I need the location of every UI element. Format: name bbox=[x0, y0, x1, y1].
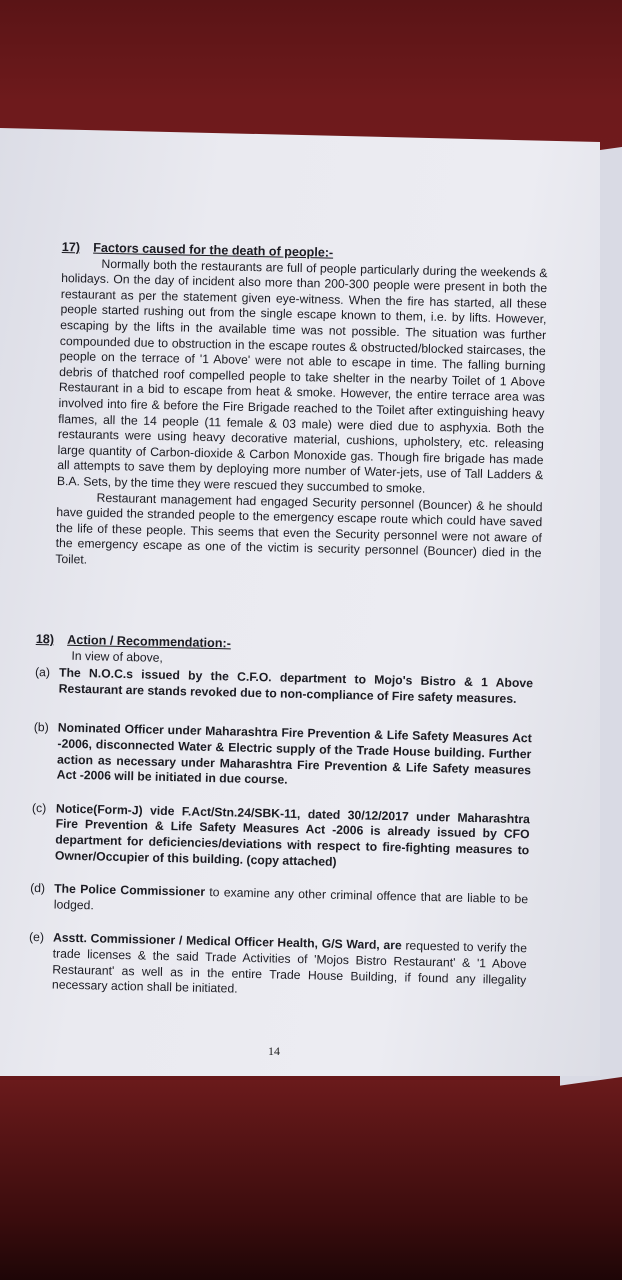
section-17-number: 17) bbox=[61, 240, 81, 255]
item-bold-text: The N.O.C.s issued by the C.F.O. department to Mojo's Bistro & 1 Above Restaurant are stands revoked due to non-compliance of Fire safety measures. bbox=[58, 665, 534, 706]
section-18-heading: Action / Recommendation:- bbox=[67, 632, 232, 651]
item-label: (c) bbox=[31, 800, 47, 816]
item-label: (d) bbox=[30, 881, 46, 896]
item-text: requested to verify the trade licenses & the said Trade Activities of 'Mojos Bistro Restaurant' & '1 Above Restaurant' as well as in the entire Trade House Building, if found any illegality necessary action shall be initiated. bbox=[51, 938, 528, 996]
item-label: (b) bbox=[33, 720, 49, 735]
item-label: (a) bbox=[34, 665, 51, 680]
section-18 bbox=[28, 632, 534, 1004]
item-text: to examine any other criminal offence that are liable to be lodged. bbox=[53, 885, 529, 913]
item-bold-text: The Police Commissioner bbox=[54, 881, 206, 900]
item-label: (e) bbox=[28, 930, 45, 945]
recommendation-d bbox=[30, 881, 529, 923]
recommendation-b bbox=[33, 720, 532, 794]
table-surface bbox=[0, 1080, 622, 1280]
recommendation-e bbox=[28, 930, 527, 1004]
page-number: 14 bbox=[268, 1044, 280, 1058]
section-18-intro: In view of above, bbox=[71, 648, 164, 665]
section-17-paragraph-1: Normally both the restaurants are full of people particularly during the weekends & holidays. On the day of incident also more than 200-300 people were present in both the restaurant as per the statement given eye-witness. When the fire has started, all these people started rushing out from the single escape known to them, i.e. by lifts. However, escaping by the lifts in the available time was not possible. The situation was further compounded due to obstruction in the escape routes & obstructed/blocked staircases, the people on the terrace of '1 Above' were not able to escape in time. The falling burning debris of thatched roof compelled people to take shelter in the nearby Toilet of 1 Above Restaurant in a bid to escape from heat & smoke. However, the entire terrace area was involved into fire & before the Fire Brigade reached to the Toilet after extinguishing heavy flames, all the 14 people (11 female & 03 male) were died due to asphyxia. Both the restaurants were using heavy decorative material, cushions, upholstery, etc. releasing large quantity of Carbon-dioxide & Carbon Monoxide gas. Though fire brigade has made all attempts to save them by deploying more number of Water-jets, use of Tall Ladders & B.A. Sets, by the time they were rescued they succumbed to smoke. bbox=[56, 256, 548, 496]
section-17 bbox=[55, 240, 548, 578]
section-18-number: 18) bbox=[35, 632, 55, 647]
section-17-paragraph-2: Restaurant management had engaged Security personnel (Bouncer) & he should have guided the stranded people to the emergency escape route which could have saved the life of these people. This seems that even the Security personnel were not aware of the emergency escape as one of the victim is security personnel (Bouncer) died in the Toilet. bbox=[55, 490, 543, 567]
section-17-heading: Factors caused for the death of people:- bbox=[93, 240, 334, 260]
recommendation-c bbox=[31, 801, 530, 875]
item-bold-text: Nominated Officer under Maharashtra Fire Prevention & Life Safety Measures Act -2006, disconnected Water & Electric supply of the Trade House building. Further action as necessary under Maharashtra Fire Prevention & Life Safety measures Act -2006 will be initiated in due course. bbox=[56, 720, 532, 787]
item-bold-text: Notice(Form-J) vide F.Act/Stn.24/SBK-11, dated 30/12/2017 under Maharashtra Fire Prevention & Life Safety Measures Act -2006 is already issued by CFO department for deficiencies/deviations with respect to fire-fighting measures to Owner/Occupier of this building. (copy attached) bbox=[54, 801, 531, 869]
item-bold-text: Asstt. Commissioner / Medical Officer Health, G/S Ward, are bbox=[52, 930, 402, 953]
